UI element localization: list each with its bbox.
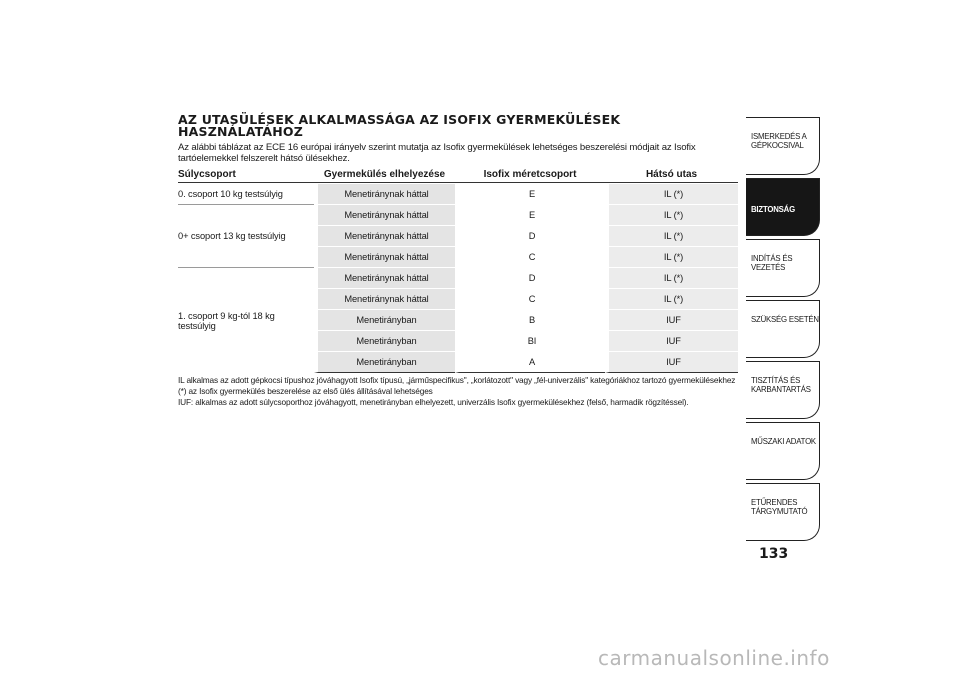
cell-position: Menetiránynak háttal	[314, 225, 455, 246]
cell-size: E	[455, 183, 605, 204]
group-label: 0. csoport 10 kg testsúlyig	[178, 183, 314, 204]
cell-position: Menetiránynak háttal	[314, 204, 455, 225]
isofix-table	[178, 166, 738, 373]
cell-rear: IL (*)	[605, 183, 738, 204]
note-asterisk: (*) az Isofix gyermekülés beszerelése az első ülés állításával lehetséges	[178, 386, 433, 396]
tab-tisztitas[interactable]: TISZTÍTÁS ÉS KARBANTARTÁS	[746, 361, 820, 419]
cell-rear: IL (*)	[605, 204, 738, 225]
header-seat-position: Gyermekülés elhelyezése	[314, 166, 455, 183]
main-content	[178, 114, 738, 408]
cell-size: A	[455, 351, 605, 373]
header-weight-group: Súlycsoport	[178, 166, 314, 183]
watermark: carmanualsonline.info	[598, 646, 830, 670]
table-row	[178, 183, 738, 204]
cell-rear: IUF	[605, 330, 738, 351]
cell-position: Menetiránynak háttal	[314, 183, 455, 204]
cell-size: B	[455, 309, 605, 330]
cell-size: C	[455, 288, 605, 309]
page-title: AZ UTASÜLÉSEK ALKALMASSÁGA AZ ISOFIX GYERMEKÜLÉSEK HASZNÁLATÁHOZ	[178, 112, 621, 139]
cell-position: Menetiránynak háttal	[314, 288, 455, 309]
group-label: 1. csoport 9 kg-tól 18 kg testsúlyig	[178, 267, 314, 373]
chapter-tabs	[746, 117, 820, 544]
cell-position: Menetiránynak háttal	[314, 267, 455, 288]
cell-position: Menetirányban	[314, 309, 455, 330]
group-label: 0+ csoport 13 kg testsúlyig	[178, 204, 314, 267]
cell-rear: IL (*)	[605, 225, 738, 246]
note-iuf: IUF: alkalmas az adott súlycsoporthoz jóváhagyott, menetirányban elhelyezett, univerzális Isofix gyermekülésekhez (felső, harmadik rögzítéssel).	[178, 397, 689, 407]
tab-szukseg[interactable]: SZÜKSÉG ESETÉN	[746, 300, 820, 358]
cell-size: BI	[455, 330, 605, 351]
tab-biztonsag[interactable]: BIZTONSÁG	[746, 178, 820, 236]
cell-rear: IL (*)	[605, 267, 738, 288]
table-row	[178, 204, 738, 225]
cell-size: C	[455, 246, 605, 267]
cell-size: D	[455, 225, 605, 246]
tab-ismerkedes[interactable]: ISMERKEDÉS A GÉPKOCSIVAL	[746, 117, 820, 175]
cell-size: E	[455, 204, 605, 225]
table-row	[178, 267, 738, 288]
cell-position: Menetirányban	[314, 351, 455, 373]
intro-text: Az alábbi táblázat az ECE 16 európai irányelv szerint mutatja az Isofix gyermekülések lehetséges beszerelési módjait az Isofix tartóelemekkel felszerelt hátsó ülésekhez.	[178, 142, 696, 164]
tab-muszaki[interactable]: MŰSZAKI ADATOK	[746, 422, 820, 480]
cell-position: Menetirányban	[314, 330, 455, 351]
cell-rear: IL (*)	[605, 246, 738, 267]
cell-position: Menetiránynak háttal	[314, 246, 455, 267]
tab-inditas[interactable]: INDÍTÁS ÉS VEZETÉS	[746, 239, 820, 297]
cell-rear: IUF	[605, 351, 738, 373]
table-notes	[178, 375, 738, 408]
page-number: 133	[759, 546, 789, 562]
cell-rear: IUF	[605, 309, 738, 330]
header-rear-passenger: Hátsó utas	[605, 166, 738, 183]
note-il: IL alkalmas az adott gépkocsi típushoz jóváhagyott Isofix típusú, „járműspecifikus", „korlátozott" vagy „fél-univerzális" kategóriákhoz tartozó gyermekülésekhez	[178, 375, 736, 385]
table-header-row	[178, 166, 738, 183]
header-isofix-size: Isofix méretcsoport	[455, 166, 605, 183]
tab-targymutato[interactable]: ETŰRENDES TÁRGYMUTATÓ	[746, 483, 820, 541]
cell-rear: IL (*)	[605, 288, 738, 309]
cell-size: D	[455, 267, 605, 288]
